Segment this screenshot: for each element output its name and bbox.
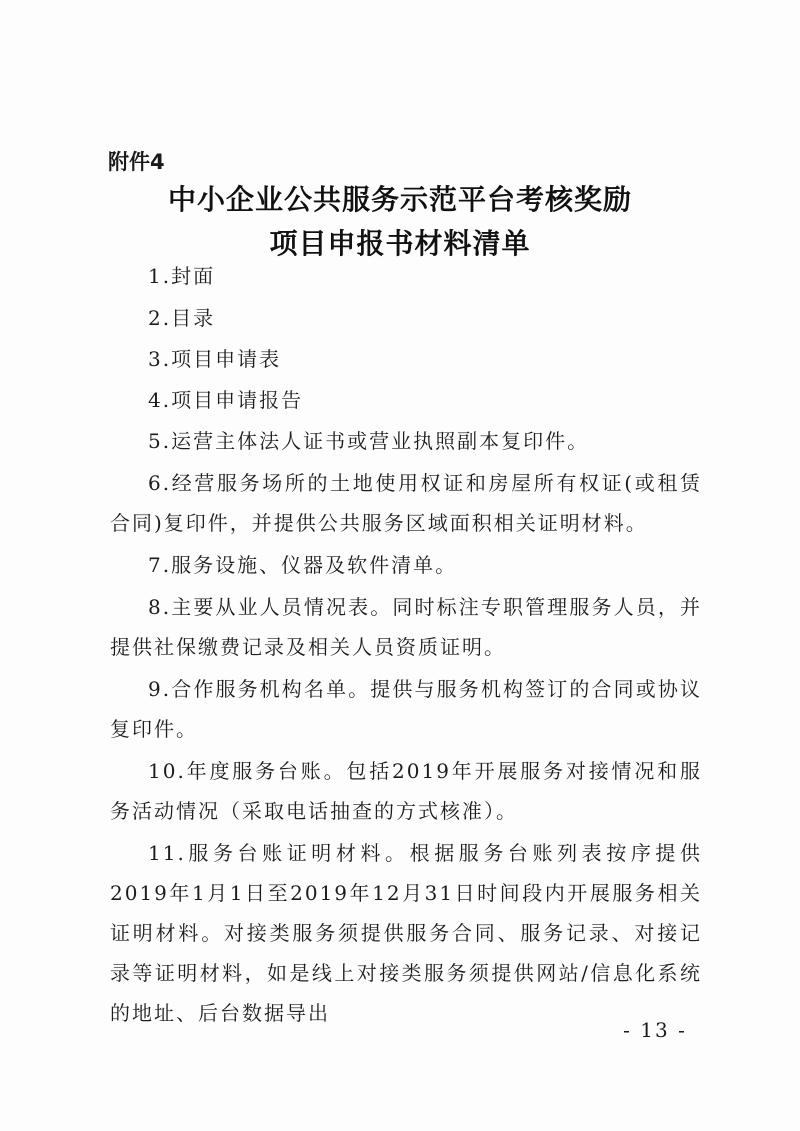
attachment-label: 附件4: [108, 150, 165, 174]
list-item: 4.项目申请报告: [148, 388, 304, 412]
list-item: 6.经营服务场所的土地使用权证和房屋所有权证(或租赁合同)复印件，并提供公共服务区域面积相关证明材料。: [110, 471, 702, 535]
document-title-line-2: 项目申报书材料清单: [269, 227, 531, 260]
list-item: 8.主要从业人员情况表。同时标注专职管理服务人员，并提供社保缴费记录及相关人员资质证明。: [110, 595, 702, 659]
list-item: 2.目录: [148, 306, 216, 330]
list-item: 5.运营主体法人证书或营业执照副本复印件。: [148, 429, 590, 453]
list-item: 7.服务设施、仪器及软件清单。: [148, 553, 458, 577]
list-item: 11.服务台账证明材料。根据服务台账列表按序提供2019年1月1日至2019年12月31日时间段内开展服务相关证明材料。对接类服务须提供服务合同、服务记录、对接记录等证明材料，如是线上对接类服务须提供网站/信息化系统的地址、后台数据导出: [110, 841, 702, 1025]
list-item: 9.合作服务机构名单。提供与服务机构签订的合同或协议复印件。: [110, 677, 702, 741]
list-item: 10.年度服务台账。包括2019年开展服务对接情况和服务活动情况（采取电话抽查的方式核准）。: [110, 759, 702, 823]
page-number: - 13 -: [623, 1018, 687, 1042]
list-item: 3.项目申请表: [148, 347, 282, 371]
list-item: 1.封面: [148, 264, 216, 288]
document-title-line-1: 中小企业公共服务示范平台考核奖励: [167, 183, 632, 216]
